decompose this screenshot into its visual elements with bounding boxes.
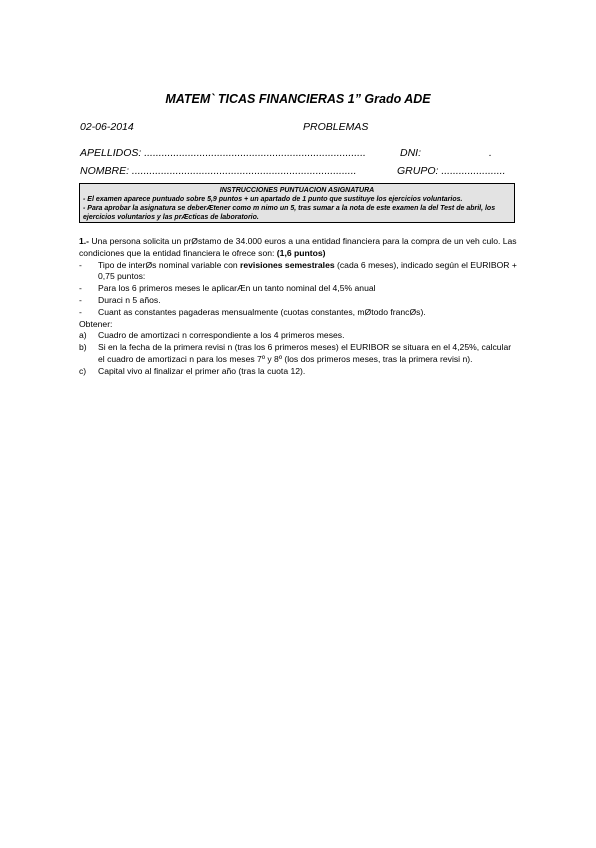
question-item [79, 330, 519, 342]
question-text: Cuadro de amortizaci n correspondiente a los 4 primeros meses. [98, 330, 345, 341]
question-item [79, 342, 519, 366]
condition-text: Para los 6 primeros meses le aplicarÆn un tanto nominal del 4,5% anual [98, 283, 376, 294]
instructions-line: - El examen aparece puntuado sobre 5,9 puntos + un apartado de 1 punto que sustituye los ejercicios voluntarios. [83, 196, 463, 203]
nombre-field: NOMBRE: ............................................................................. [80, 165, 357, 177]
condition-text: Cuant as constantes pagaderas mensualmente (cuotas constantes, mØtodo francØs). [98, 306, 426, 317]
question-text: Capital vivo al finalizar el primer año (tras la cuota 12). [98, 365, 306, 376]
condition-text: Duraci n 5 años. [98, 294, 161, 305]
question-label: a) [79, 330, 87, 341]
problem-intro [79, 236, 519, 260]
instructions-line: - Para aprobar la asignatura se deberÆtener como m nimo un 5, tras sumar a la nota de este examen la del Test de abril, los ejercicios voluntarios y las prÆcticas de laboratorio. [83, 205, 496, 221]
condition-text: Tipo de interØs nominal variable con [98, 259, 241, 270]
problem-points: (1,6 puntos) [276, 247, 326, 258]
condition-bullet: - [79, 283, 82, 294]
question-item [79, 366, 519, 378]
problem-intro-text: Una persona solicita un prØstamo de 34.000 euros a una entidad financiera para la compra de un veh culo. Las condiciones que la entidad financiera le ofrece son: [79, 236, 517, 258]
grupo-field: GRUPO: ...................... [397, 165, 506, 177]
question-label: c) [79, 365, 87, 376]
apellidos-field: APELLIDOS: ............................................................................ [80, 147, 366, 159]
dni-field: DNI: [400, 147, 421, 159]
condition-bullet: - [79, 294, 82, 305]
question-label: b) [79, 342, 87, 353]
instructions-heading: INSTRUCCIONES PUNTUACION ASIGNATURA [219, 187, 375, 194]
condition-bullet: - [79, 306, 82, 317]
problem-1 [79, 236, 519, 378]
condition-text: (cada 6 meses), indicado según el EURIBOR + 0,75 puntos: [98, 259, 517, 282]
exam-date: 02-06-2014 [80, 121, 134, 133]
condition-bold: revisiones semestrales [240, 259, 335, 270]
condition-item [79, 307, 519, 319]
condition-item [79, 283, 519, 295]
condition-item [79, 295, 519, 307]
obtain-label: Obtener: [79, 318, 113, 329]
condition-item [79, 260, 519, 284]
instructions-box [79, 183, 515, 223]
dni-field-end: . [489, 147, 492, 159]
exam-title: MATEM` TICAS FINANCIERAS 1” Grado ADE [165, 92, 431, 106]
section-title: PROBLEMAS [303, 121, 369, 133]
condition-bullet: - [79, 259, 82, 270]
problem-number: 1.- [79, 236, 90, 246]
question-text: Si en la fecha de la primera revisi n (tras los 6 primeros meses) el EURIBOR se situara en el 4,25%, calcular el cuadro de amortizaci n para los meses 7º y 8º (los dos primeros meses, tras la primera revisi n). [98, 342, 512, 364]
